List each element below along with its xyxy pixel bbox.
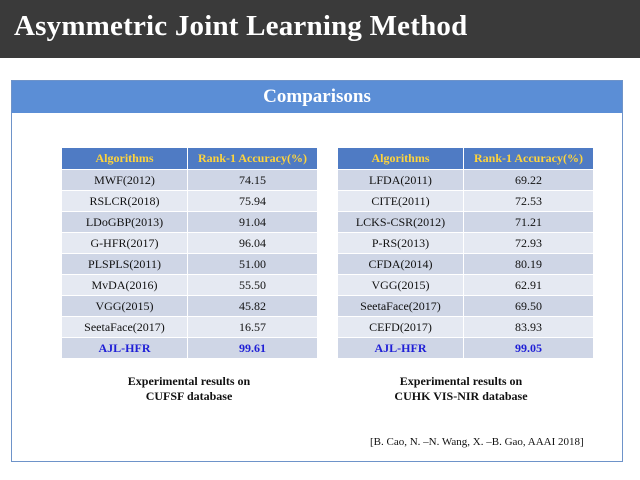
accuracy-cell: 75.94 bbox=[188, 191, 318, 212]
accuracy-cell: 45.82 bbox=[188, 296, 318, 317]
caption-line: CUHK VIS-NIR database bbox=[394, 389, 528, 403]
accuracy-cell: 51.00 bbox=[188, 254, 318, 275]
accuracy-cell: 69.50 bbox=[464, 296, 594, 317]
caption-line: Experimental results on bbox=[399, 374, 523, 388]
table-row bbox=[62, 191, 318, 212]
accuracy-cell: 74.15 bbox=[188, 170, 318, 191]
table-row bbox=[338, 254, 594, 275]
table-row bbox=[338, 233, 594, 254]
title-bar bbox=[0, 0, 640, 58]
algorithm-cell: SeetaFace(2017) bbox=[62, 317, 188, 338]
table-row bbox=[62, 212, 318, 233]
panel-title: Comparisons bbox=[12, 81, 622, 113]
algorithm-cell: G-HFR(2017) bbox=[62, 233, 188, 254]
accuracy-cell: 72.93 bbox=[464, 233, 594, 254]
citation: [B. Cao, N. –N. Wang, X. –B. Gao, AAAI 2018] bbox=[370, 436, 584, 448]
algorithm-cell: RSLCR(2018) bbox=[62, 191, 188, 212]
algorithm-cell: MvDA(2016) bbox=[62, 275, 188, 296]
algorithm-cell: SeetaFace(2017) bbox=[338, 296, 464, 317]
column-header-algorithms: Algorithms bbox=[62, 148, 188, 170]
table-header-row bbox=[338, 148, 594, 170]
algorithm-cell: LFDA(2011) bbox=[338, 170, 464, 191]
highlight-row bbox=[338, 338, 594, 359]
table-row bbox=[62, 296, 318, 317]
algorithm-cell: CITE(2011) bbox=[338, 191, 464, 212]
highlight-row bbox=[62, 338, 318, 359]
table-row bbox=[62, 233, 318, 254]
algorithm-cell: VGG(2015) bbox=[338, 275, 464, 296]
accuracy-cell: 62.91 bbox=[464, 275, 594, 296]
accuracy-cell: 91.04 bbox=[188, 212, 318, 233]
accuracy-cell: 99.05 bbox=[464, 338, 594, 359]
table-row bbox=[62, 254, 318, 275]
table-row bbox=[62, 275, 318, 296]
accuracy-cell: 80.19 bbox=[464, 254, 594, 275]
table-row bbox=[338, 275, 594, 296]
cufsf-results-table bbox=[61, 147, 318, 359]
table-row bbox=[338, 170, 594, 191]
column-header-accuracy: Rank-1 Accuracy(%) bbox=[188, 148, 318, 170]
column-header-accuracy: Rank-1 Accuracy(%) bbox=[464, 148, 594, 170]
algorithm-cell: MWF(2012) bbox=[62, 170, 188, 191]
table-row bbox=[338, 317, 594, 338]
algorithm-cell: CFDA(2014) bbox=[338, 254, 464, 275]
accuracy-cell: 71.21 bbox=[464, 212, 594, 233]
algorithm-cell: CEFD(2017) bbox=[338, 317, 464, 338]
accuracy-cell: 16.57 bbox=[188, 317, 318, 338]
accuracy-cell: 72.53 bbox=[464, 191, 594, 212]
algorithm-cell: LDoGBP(2013) bbox=[62, 212, 188, 233]
cuhk-vis-nir-caption bbox=[346, 374, 576, 404]
column-header-algorithms: Algorithms bbox=[338, 148, 464, 170]
algorithm-cell: AJL-HFR bbox=[62, 338, 188, 359]
accuracy-cell: 96.04 bbox=[188, 233, 318, 254]
accuracy-cell: 69.22 bbox=[464, 170, 594, 191]
accuracy-cell: 99.61 bbox=[188, 338, 318, 359]
accuracy-cell: 55.50 bbox=[188, 275, 318, 296]
caption-line: Experimental results on bbox=[127, 374, 251, 388]
algorithm-cell: P-RS(2013) bbox=[338, 233, 464, 254]
table-row bbox=[338, 191, 594, 212]
slide-title: Asymmetric Joint Learning Method bbox=[14, 10, 468, 42]
algorithm-cell: VGG(2015) bbox=[62, 296, 188, 317]
algorithm-cell: LCKS-CSR(2012) bbox=[338, 212, 464, 233]
table-row bbox=[338, 296, 594, 317]
cuhk-vis-nir-results-table bbox=[337, 147, 594, 359]
cufsf-caption bbox=[74, 374, 304, 404]
table-row bbox=[62, 317, 318, 338]
accuracy-cell: 83.93 bbox=[464, 317, 594, 338]
table-header-row bbox=[62, 148, 318, 170]
algorithm-cell: AJL-HFR bbox=[338, 338, 464, 359]
caption-line: CUFSF database bbox=[145, 389, 233, 403]
algorithm-cell: PLSPLS(2011) bbox=[62, 254, 188, 275]
table-row bbox=[62, 170, 318, 191]
table-row bbox=[338, 212, 594, 233]
